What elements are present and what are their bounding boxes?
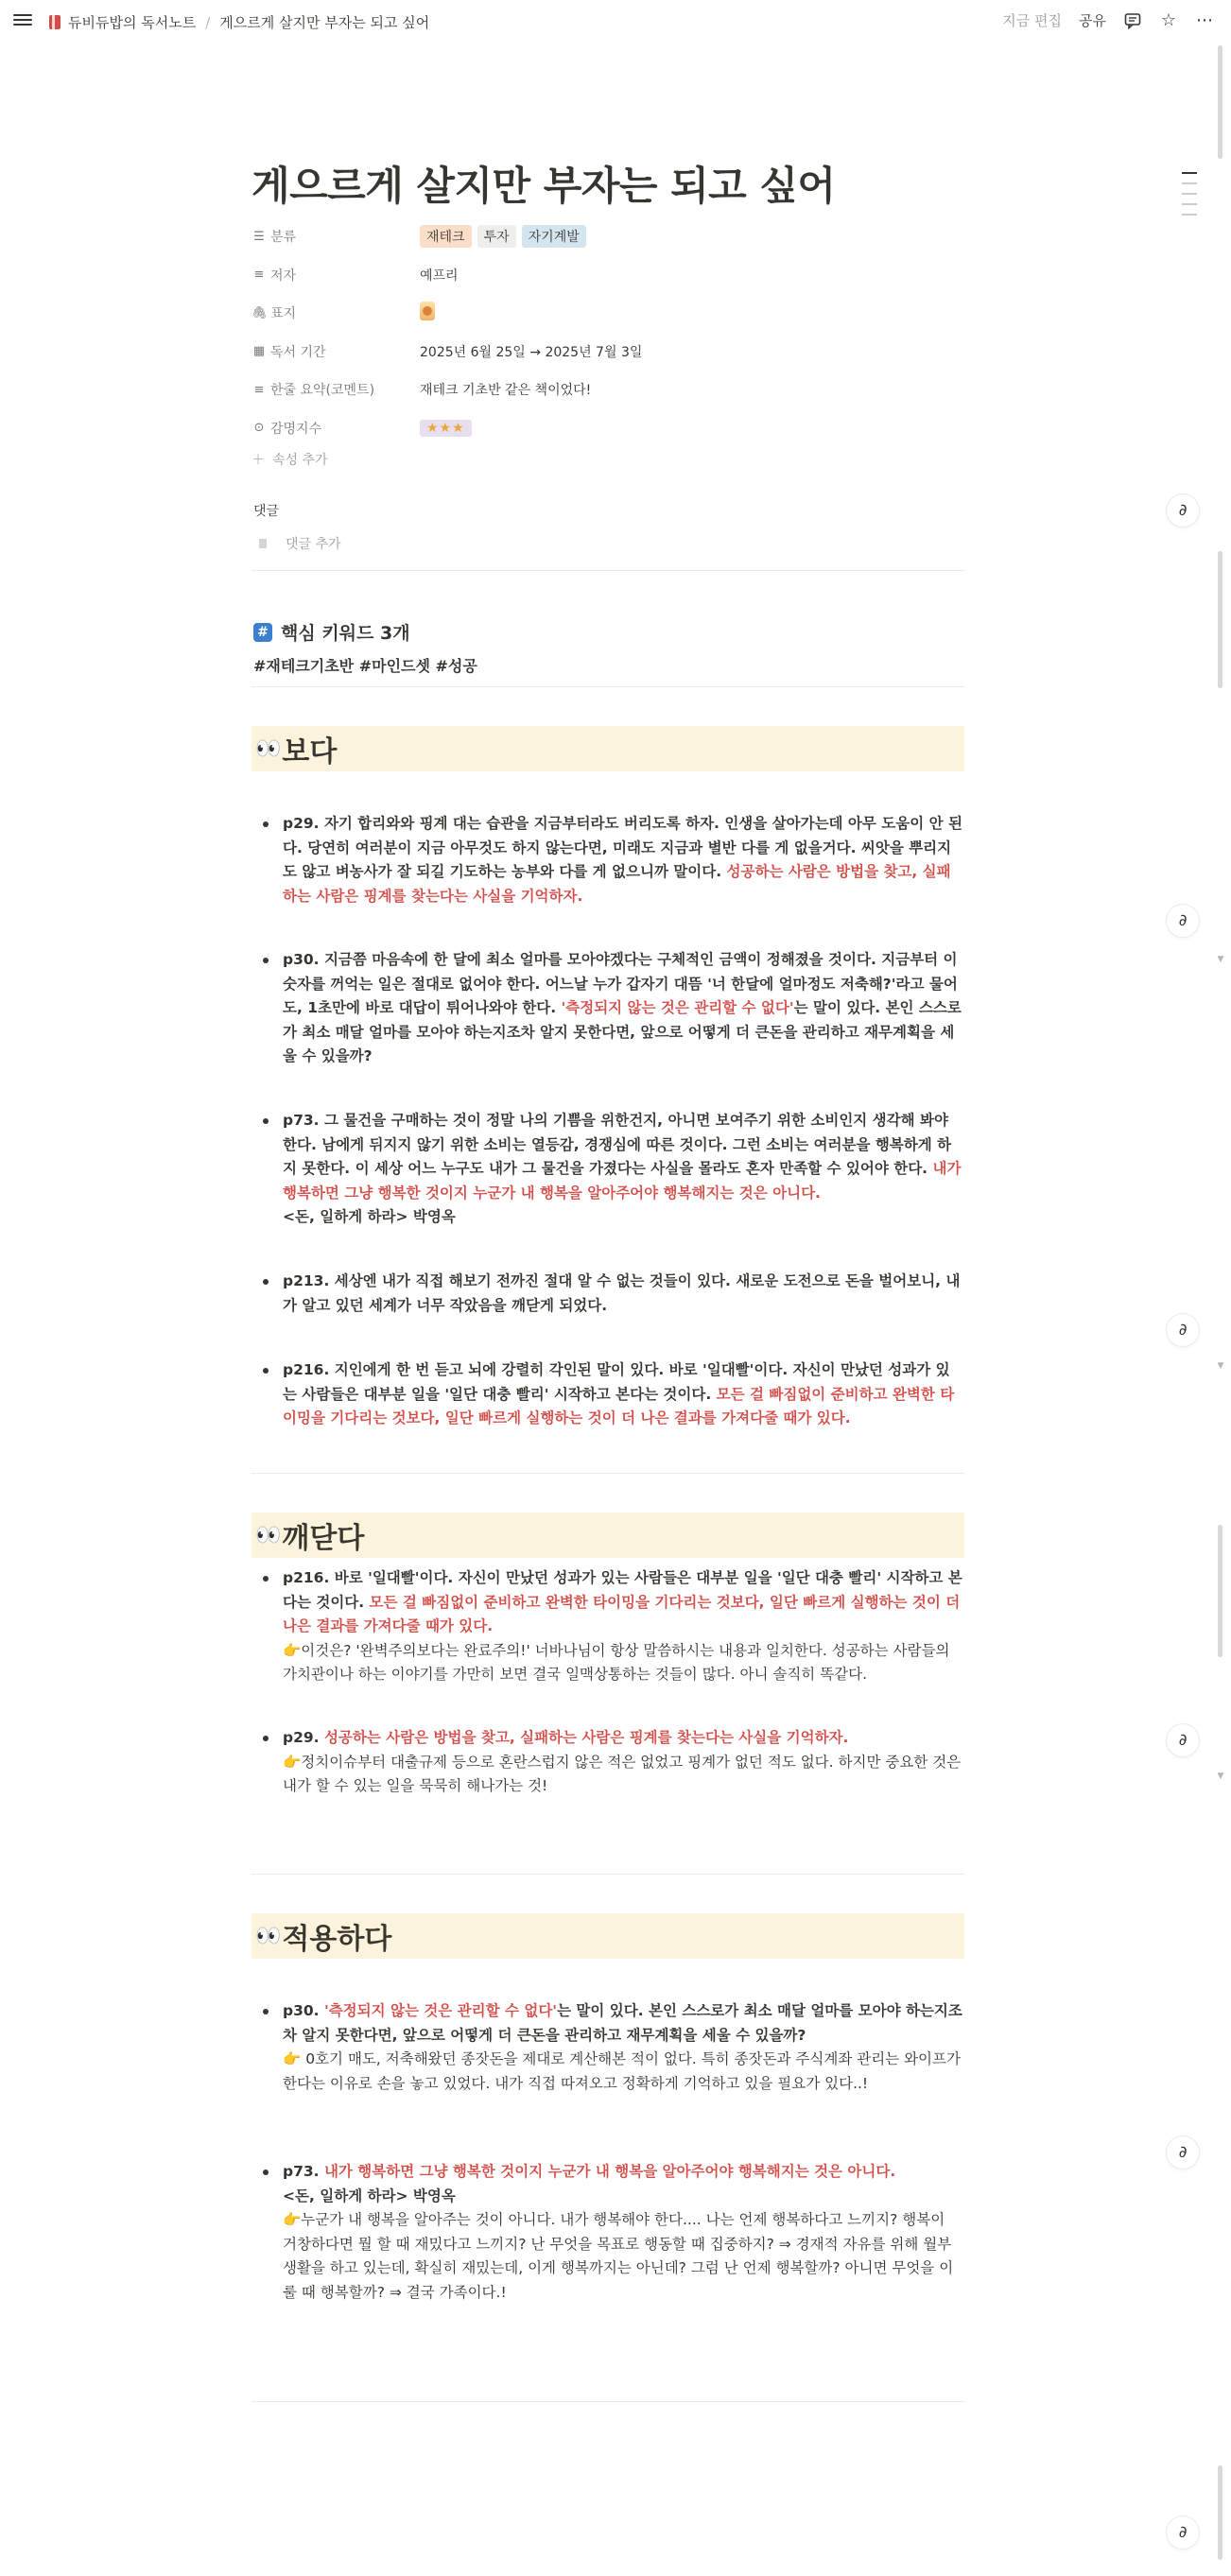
- item-comment: 👉 0호기 매도, 저축해왔던 종잣돈을 제대로 계산해본 적이 없다. 특히 종잣돈과 주식계좌 관리는 와이프가 한다는 이유로 손을 놓고 있었다. 내가 직접 따져오고 정확하게 기억하고 있을 필요가 있다..!: [283, 2050, 961, 2092]
- bullet-dot: [263, 1576, 269, 1582]
- book-icon: [49, 15, 61, 29]
- bullet-dot: [263, 1736, 269, 1741]
- star-icon[interactable]: ☆: [1160, 10, 1177, 30]
- section-heading[interactable]: [251, 1913, 964, 1959]
- item-text: p213. 세상엔 내가 직접 해보기 전까진 절대 알 수 없는 것들이 있다. 새로운 도전으로 돈을 벌어보니, 내가 알고 있던 세계가 너무 작았음을 깨닫게 되었다.: [283, 1272, 961, 1314]
- property-value: 2025년 6월 25일 → 2025년 7월 3일: [420, 344, 643, 360]
- bullet-dot: [263, 821, 269, 827]
- section-heading[interactable]: [251, 1513, 964, 1558]
- edited-status: 지금 편집: [1002, 12, 1063, 29]
- eyes-icon: 👀: [255, 736, 279, 761]
- bullet-dot: [263, 2009, 269, 2014]
- item-text: p29.: [283, 1729, 324, 1746]
- keywords-text[interactable]: #재테크기초반 #마인드셋 #성공: [253, 657, 477, 675]
- item-text: p30. 지금쯤 마음속에 한 달에 최소 얼마를 모아야겠다는 구체적인 금액이 정해졌을 것이다. 지금부터 이 숫자를 꺼억는 일은 절대로 없어야 한다. 어느날 누가 갑자기 대뜸 '너 한달에 얼마정도 저축해?'라고 물어도, 1초만에 바로 대답이 튀어나와야 한다.: [283, 951, 958, 1016]
- ai-assist-icon[interactable]: ∂: [1167, 905, 1199, 937]
- tag[interactable]: 재테크: [420, 225, 472, 248]
- list-item[interactable]: [251, 1566, 964, 1687]
- list-item[interactable]: [251, 1109, 964, 1230]
- ai-assist-icon[interactable]: ∂: [1167, 2516, 1199, 2549]
- bullet-dot: [263, 1368, 269, 1374]
- property-value: 재테크 기초반 같은 책이었다!: [420, 383, 592, 399]
- avatar: [259, 539, 267, 548]
- property-label: 한줄 요약(코멘트): [270, 383, 375, 399]
- property-label: 분류: [270, 230, 297, 246]
- divider: [251, 686, 964, 687]
- calendar-icon: ▦: [252, 344, 266, 359]
- item-text: p30.: [283, 2002, 324, 2019]
- add-property-label: 속성 추가: [272, 453, 328, 468]
- property-label: 저자: [270, 268, 297, 284]
- item-comment: 👉정치이슈부터 대출규제 등으로 혼란스럽지 않은 적은 없었고 핑계가 없던 적도 없다. 하지만 중요한 것은 내가 할 수 있는 일을 묵묵히 해나가는 것!: [283, 1753, 962, 1794]
- property-label: 감명지수: [270, 421, 322, 437]
- divider: [251, 1874, 964, 1875]
- breadcrumb-separator: /: [205, 13, 211, 31]
- item-highlight: 성공하는 사람은 방법을 찾고, 실패하는 사람은 핑계를 찾는다는 사실을 기억하자.: [283, 863, 951, 905]
- section-heading-text: 깨닫다: [282, 1522, 365, 1555]
- text-icon: ≡: [253, 268, 265, 283]
- section-heading-text: 적용하다: [282, 1923, 392, 1956]
- ai-assist-icon[interactable]: ∂: [1167, 494, 1199, 527]
- property-impression[interactable]: [251, 409, 964, 448]
- keywords-heading: [253, 619, 410, 645]
- property-value: 예프리: [420, 268, 459, 284]
- property-period[interactable]: [251, 333, 964, 372]
- tag[interactable]: 자기계발: [522, 225, 586, 248]
- property-label: 표지: [270, 306, 297, 322]
- list-item[interactable]: [251, 1726, 964, 1799]
- keywords-title: 핵심 키워드 3개: [281, 623, 410, 644]
- ai-assist-icon[interactable]: ∂: [1167, 1314, 1199, 1346]
- add-property-button[interactable]: [251, 450, 328, 469]
- eyes-icon: 👀: [255, 1924, 279, 1948]
- ai-assist-icon[interactable]: ∂: [1167, 2136, 1199, 2169]
- item-text: p73. 그 물건을 구매하는 것이 정말 나의 기쁨을 위한건지, 아니면 보여주기 위한 소비인지 생각해 봐야 한다. 남에게 뒤지지 않기 위한 소비는 열등감, 경쟁심에 따른 것이다. 그런 소비는 여러분을 행복하게 하지 못한다. 이 세상 어느 누구도 내가 그 물건을 가졌다는 사실을 몰라도 혼자 만족할 수 있어야 한다.: [283, 1112, 952, 1177]
- add-comment-input[interactable]: [259, 534, 341, 553]
- scroll-arrow-icon: ▼: [1217, 1772, 1224, 1781]
- item-highlight: 모든 걸 빠짐없이 준비하고 완벽한 타이밍을 기다리는 것보다, 일단 빠르게 실행하는 것이 더 나은 결과를 가져다줄 때가 있다.: [283, 1593, 961, 1634]
- scroll-arrow-icon: ▼: [1217, 955, 1224, 964]
- divider: [251, 570, 964, 571]
- item-text: 는 말이 있다. 본인 스스로가 최소 매달 얼마를 모아야 하는지조차 알지 못한다면, 앞으로 어떻게 더 큰돈을 관리하고 재무계획을 세울 수 있을까?: [283, 2002, 962, 2044]
- list-item[interactable]: [251, 2160, 964, 2305]
- breadcrumb: [49, 12, 429, 32]
- top-bar: [0, 0, 1231, 43]
- item-text: p216. 지인에게 한 번 듣고 뇌에 강렬히 각인된 말이 있다. 바로 '일대빨'이다. 자신이 만났던 성과가 있는 사람들은 대부분 일을 '일단 대충 빨리' 시작하고 본다는 것이다.: [283, 1361, 950, 1403]
- item-text: p216. 바로 '일대빨'이다. 자신이 만났던 성과가 있는 사람들은 대부분 일을 '일단 대충 빨리' 시작하고 본다는 것이다.: [283, 1569, 962, 1611]
- properties: [251, 217, 964, 447]
- menu-icon[interactable]: [13, 11, 32, 30]
- property-cover[interactable]: [251, 294, 964, 333]
- breadcrumb-page[interactable]: 게으르게 살지만 부자는 되고 싶어: [219, 14, 430, 31]
- bullet-dot: [263, 2170, 269, 2175]
- item-text: 는 말이 있다. 본인 스스로가 최소 매달 얼마를 모아야 하는지조차 알지 못한다면, 앞으로 어떻게 더 큰돈을 관리하고 재무계획을 세울 수 있을까?: [283, 999, 962, 1064]
- scroll-arrow-icon: ▼: [1217, 1361, 1224, 1371]
- item-text: p73.: [283, 2163, 324, 2180]
- item-source: <돈, 일하게 하라> 박영옥: [283, 2187, 456, 2204]
- item-comment: 👉누군가 내 행복을 알아주는 것이 아니다. 내가 행복해야 한다.... 나는 언제 행복하다고 느끼지? 행복이 거창하다면 뭘 할 때 재밌다고 느끼지? 난 무엇을 목표로 행동할 때 집중하지? ⇒ 경재적 자유를 위해 월부 생활을 하고 있는데, 확실히 재밌는데, 이게 행복까지는 아닌데? 그럼 난 언제 행복할까? 아니면 무엇을 이룰 때 행복할까? ⇒ 결국 가족이다.!: [283, 2211, 954, 2301]
- bullet-dot: [263, 1118, 269, 1124]
- comment-placeholder: 댓글 추가: [286, 537, 341, 552]
- breadcrumb-workspace[interactable]: 듀비듀밥의 독서노트: [68, 14, 197, 31]
- select-icon: ⊙: [253, 421, 265, 436]
- text-icon: ≡: [253, 382, 265, 397]
- plus-icon: ＋: [251, 453, 265, 468]
- item-source: <돈, 일하게 하라> 박영옥: [283, 1208, 456, 1225]
- property-summary[interactable]: [251, 371, 964, 409]
- item-text: p29. 자기 합리와와 핑계 대는 습관을 지금부터라도 버리도록 하자. 인생을 살아가는데 아무 도움이 안 된다. 당연히 여러분이 지금 아무것도 하지 않는다면, 미래도 지금과 별반 다를 게 없을거다. 씨앗을 뿌리지도 않고 벼농사가 잘 되길 기도하는 농부와 다를 게 없으니까 말이다.: [283, 815, 962, 880]
- item-highlight: '측정되지 않는 것은 관리할 수 없다': [561, 999, 794, 1016]
- item-highlight: 내가 행복하면 그냥 행복한 것이지 누군가 내 행복을 알아주어야 행복해지는 것은 아니다.: [283, 1160, 962, 1202]
- cover-thumbnail[interactable]: [420, 302, 435, 320]
- list-item[interactable]: [251, 812, 964, 908]
- list-item[interactable]: [251, 1358, 964, 1431]
- paperclip-icon: 🖇: [251, 305, 268, 320]
- bullet-dot: [263, 1279, 269, 1285]
- item-highlight: 모든 걸 빠짐없이 준비하고 완벽한 타이밍을 기다리는 것보다, 일단 빠르게 실행하는 것이 더 나은 결과를 가져다줄 때가 있다.: [283, 1385, 955, 1426]
- list-item[interactable]: [251, 1270, 964, 1318]
- section-heading-text: 보다: [282, 735, 338, 769]
- list-item[interactable]: [251, 1999, 964, 2096]
- scrollbar[interactable]: [1218, 45, 1222, 2560]
- item-highlight: 성공하는 사람은 방법을 찾고, 실패하는 사람은 핑계를 찾는다는 사실을 기억하자.: [323, 1729, 849, 1746]
- ai-assist-icon[interactable]: ∂: [1167, 1724, 1199, 1756]
- hash-icon: #: [253, 623, 272, 642]
- divider: [251, 2401, 964, 2402]
- list-icon: ☰: [253, 229, 265, 244]
- list-item[interactable]: [251, 948, 964, 1069]
- divider: [251, 1473, 964, 1474]
- item-highlight: 내가 행복하면 그냥 행복한 것이지 누군가 내 행복을 알아주어야 행복해지는 것은 아니다.: [323, 2163, 896, 2180]
- property-category[interactable]: [251, 217, 964, 256]
- tag[interactable]: 투자: [477, 225, 516, 248]
- item-comment: 👉이것은? '완벽주의보다는 완료주의!' 너바나님이 항상 말씀하시는 내용과 일치한다. 성공하는 사람들의 가치관이나 하는 이야기를 가만히 보면 결국 일맥상통하는 것들이 많다. 아니 솔직히 똑같다.: [283, 1641, 950, 1683]
- property-author[interactable]: [251, 256, 964, 295]
- section-heading[interactable]: [251, 726, 964, 771]
- rating-tag[interactable]: ★★★: [420, 420, 472, 437]
- more-icon[interactable]: ⋯: [1196, 10, 1213, 30]
- comment-icon[interactable]: [1123, 11, 1142, 30]
- item-highlight: '측정되지 않는 것은 관리할 수 없다': [323, 2002, 558, 2019]
- eyes-icon: 👀: [255, 1523, 279, 1547]
- page-title[interactable]: 게으르게 살지만 부자는 되고 싶어: [251, 163, 836, 209]
- table-of-contents[interactable]: [1182, 172, 1197, 224]
- property-label: 독서 기간: [270, 344, 326, 360]
- share-button[interactable]: 공유: [1079, 12, 1106, 29]
- comments-label: 댓글: [253, 504, 280, 519]
- bullet-dot: [263, 958, 269, 963]
